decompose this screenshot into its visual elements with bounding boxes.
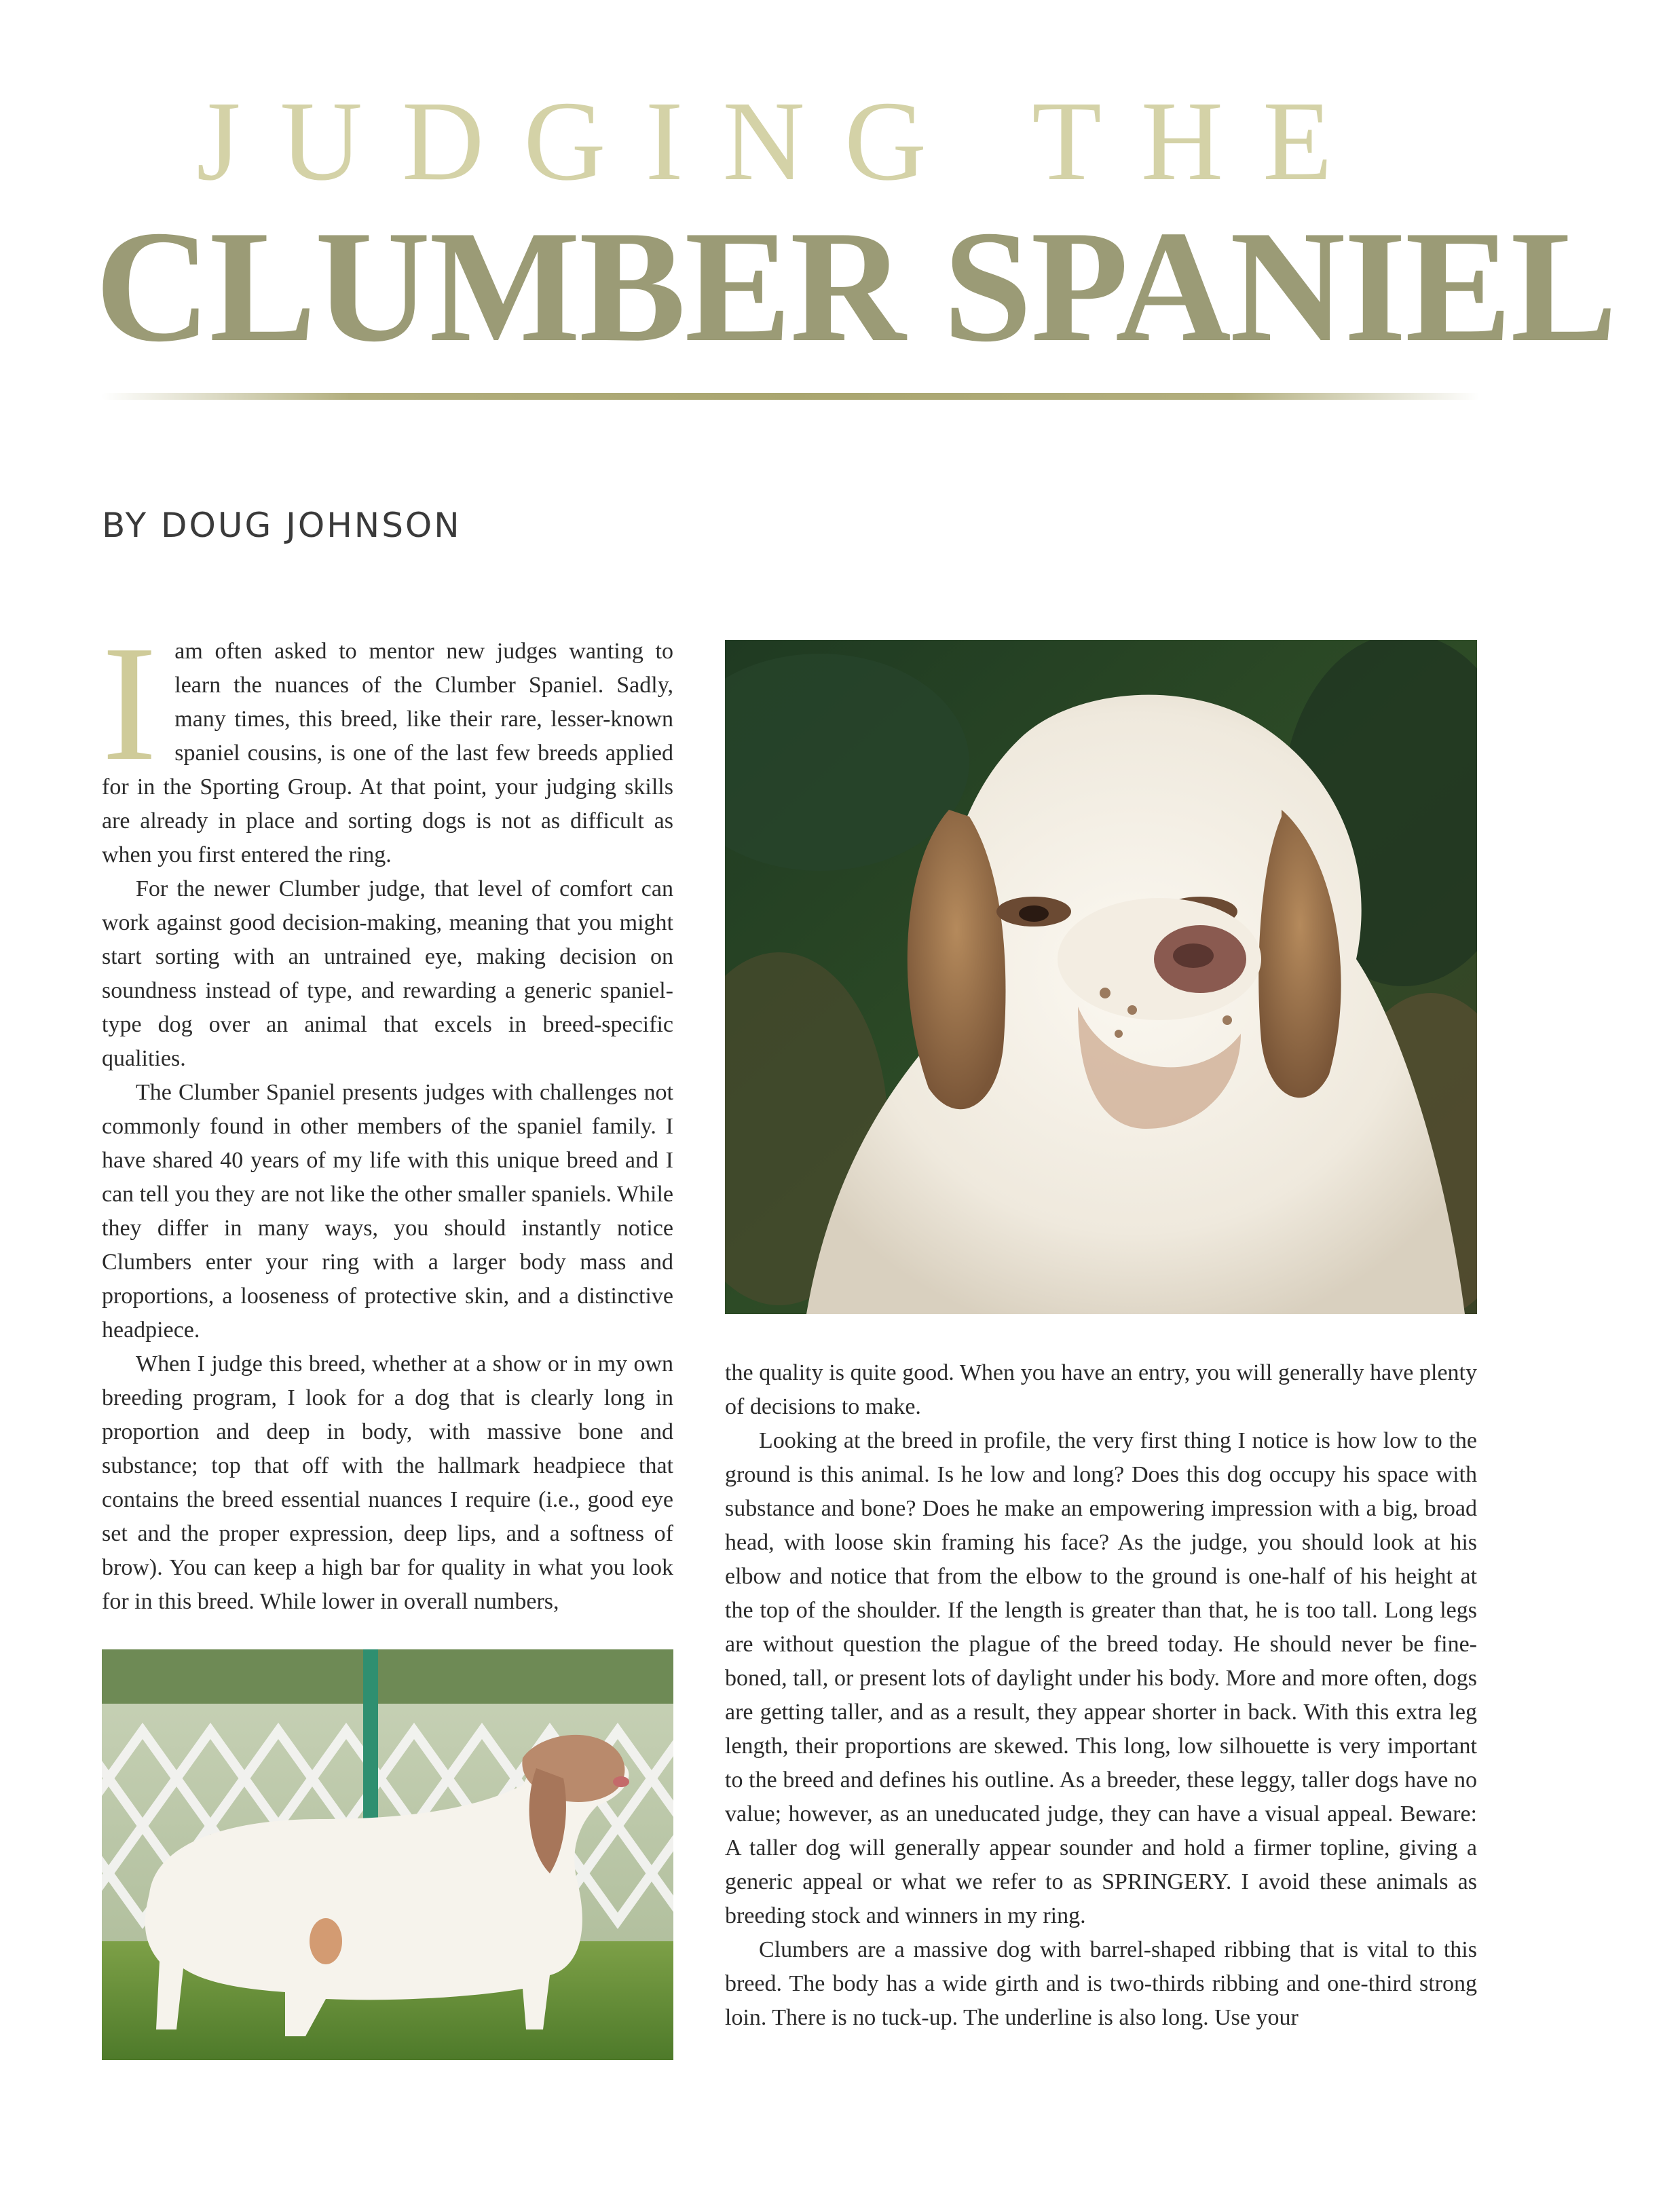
paragraph-1-text: am often asked to mentor new judges wanting to learn the nuances of the Clumber Spaniel. Sadly, many times, this breed, like their rare, lesser-known spaniel cousins, is one of the last few breeds applied for in the Sporting Group. At that point, your judging skills are already in place and sorting dogs is not as difficult as when you first entered the ring. (102, 639, 673, 867)
clumber-head-photo (725, 640, 1477, 1314)
clumber-stacked-photo (102, 1649, 673, 2060)
title-divider (102, 393, 1480, 400)
paragraph-6: Looking at the breed in profile, the very first thing I notice is how low to the ground is this animal. Is he low and long? Does this dog occupy his space with substance and bone? Does he make an empowering impression with a big, broad head, with loose skin framing his face? As the judge, you should look at his elbow and notice that from the elbow to the ground is one-half of his height at the top of the shoulder. If the length is greater than that, he is too tall. Long legs are without question the plague of the breed today. He should never be fine-boned, tall, or present lots of daylight under his body. More and more often, dogs are getting taller, and as a result, they appear shorter in back. With this extra leg length, their proportions are skewed. This long, low silhouette is very important to the breed and defines his outline. As a breeder, these leggy, taller dogs have no value; however, as an uneducated judge, they can have a visual appeal. Beware: A taller dog will generally appear sounder and hold a firmer topline, giving a generic appeal or what we refer to as SPRINGERY. I avoid these animals as breeding stock and winners in my ring. (725, 1428, 1477, 1928)
headline-title: CLUMBER SPANIEL (95, 198, 1616, 375)
article-left-column (102, 612, 673, 1619)
paragraph-7: Clumbers are a massive dog with barrel-shaped ribbing that is vital to this breed. The body has a wide girth and is two-thirds ribbing and one-third strong loin. There is no tuck-up. The underline is also long. Use your (725, 1937, 1477, 2030)
drop-cap: I (102, 612, 157, 795)
byline: BY DOUG JOHNSON (102, 506, 462, 545)
clumber-head-illustration (725, 640, 1477, 1314)
paragraph-2: For the newer Clumber judge, that level of comfort can work against good decision-making, meaning that you might start sorting with an untrained eye, making decision on soundness instead of type, and rewarding a generic spaniel-type dog over an animal that excels in breed-specific qualities. (102, 876, 673, 1071)
paragraph-4: When I judge this breed, whether at a show or in my own breeding program, I look for a dog that is clearly long in proportion and deep in body, with massive bone and substance; top that off with the hallmark headpiece that contains the breed essential nuances I require (i.e., good eye set and the proper expression, deep lips, and a softness of brow). You can keep a high bar for quality in what you look for in this breed. While lower in overall numbers, (102, 1351, 673, 1614)
paragraph-1 (102, 612, 673, 872)
article-right-column (725, 1356, 1477, 2035)
clumber-stacked-illustration (102, 1649, 673, 2060)
paragraph-3: The Clumber Spaniel presents judges with challenges not commonly found in other members of the spaniel family. I have shared 40 years of my life with this unique breed and I can tell you they are not like the other smaller spaniels. While they differ in many ways, you should instantly notice Clumbers enter your ring with a larger body mass and proportions, a looseness of protective skin, and a distinctive headpiece. (102, 1080, 673, 1343)
headline-kicker: JUDGING THE (196, 78, 1372, 204)
paragraph-5: the quality is quite good. When you have an entry, you will generally have plenty of decisions to make. (725, 1360, 1477, 1419)
